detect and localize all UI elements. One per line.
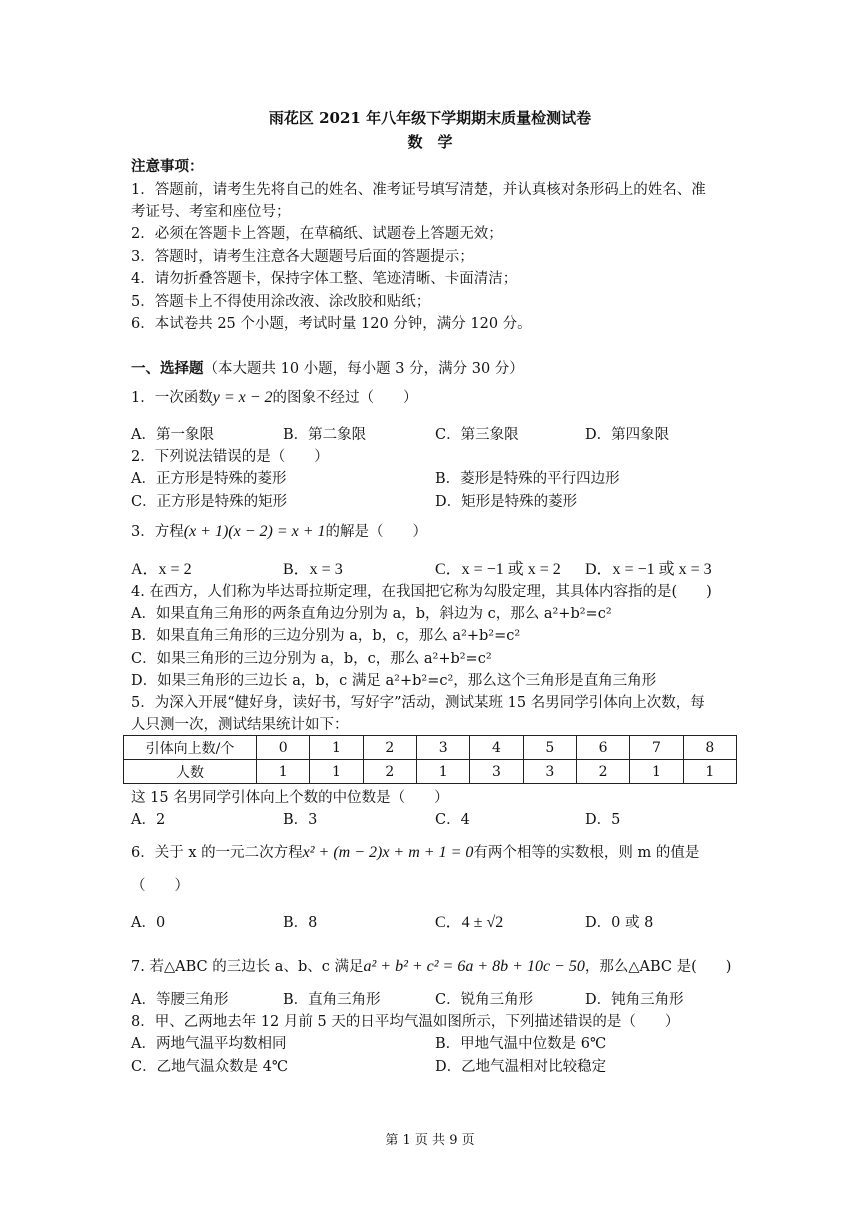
notice-line: 3．答题时，请考生注意各大题题号后面的答题提示； — [131, 249, 474, 265]
q6-stem: 6．关于 x 的一元二次方程 — [131, 845, 303, 861]
q6-option-c[interactable]: C．4 ± √2 — [435, 914, 504, 931]
q5-option-a[interactable]: A．2 — [131, 812, 166, 828]
notice-line: 1．答题前，请考生先将自己的姓名、准考证号填写清楚，并认真核对条形码上的姓名、准 — [131, 182, 706, 198]
table-row — [124, 736, 737, 760]
table-cell: 2 — [363, 760, 416, 784]
q8-option-d[interactable]: D．乙地气温相对比较稳定 — [435, 1059, 607, 1075]
q5-question: 这 15 名男同学引体向上个数的中位数是（ ） — [131, 790, 449, 806]
q6-option-a[interactable]: A．0 — [131, 915, 166, 931]
table-cell: 2 — [576, 760, 629, 784]
q2-option-c[interactable]: C．正方形是特殊的矩形 — [131, 494, 288, 510]
q3-formula: (x + 1)(x − 2) = x + 1 — [183, 523, 326, 540]
table-cell: 1 — [257, 760, 310, 784]
q7-option-d[interactable]: D．钝角三角形 — [585, 992, 684, 1008]
q3-option-d[interactable]: D．x = −1 或 x = 3 — [585, 561, 712, 578]
section-heading — [131, 357, 524, 378]
question-4: 4. 在西方，人们称为毕达哥拉斯定理，在我国把它称为勾股定理，其具体内容指的是( ) — [131, 584, 712, 600]
table-cell: 1 — [630, 760, 683, 784]
q4-option-b[interactable]: B．如果直角三角形的三边分别为 a，b，c，那么 a²+b²=c² — [131, 628, 521, 644]
q5-option-d[interactable]: D．5 — [585, 812, 621, 828]
section-note: （本大题共 10 小题，每小题 3 分，满分 30 分） — [203, 361, 524, 377]
q1-option-a[interactable]: A．第一象限 — [131, 427, 214, 443]
table-header-cell: 人数 — [124, 760, 257, 784]
q1-formula: y = x − 2 — [212, 389, 273, 406]
q1-option-c[interactable]: C．第三象限 — [435, 427, 519, 443]
question-5-cont: 人只测一次，测试结果统计如下： — [131, 717, 349, 733]
q6-option-b[interactable]: B．8 — [283, 915, 318, 931]
question-2: 2．下列说法错误的是（ ） — [131, 449, 329, 465]
table-cell: 2 — [363, 736, 416, 760]
q3-stem-end: 的解是（ ） — [325, 524, 428, 540]
q5-option-b[interactable]: B．3 — [283, 812, 318, 828]
table-header-cell: 引体向上数/个 — [124, 736, 257, 760]
notice-line: 考证号、考室和座位号； — [131, 204, 291, 220]
exam-title: 雨花区 2021 年八年级下学期期末质量检测试卷 — [268, 109, 592, 127]
q7-option-a[interactable]: A．等腰三角形 — [131, 992, 229, 1008]
q1-stem-end: 的图象不经过（ ） — [272, 390, 418, 406]
q7-option-b[interactable]: B．直角三角形 — [283, 992, 381, 1008]
table-cell: 0 — [257, 736, 310, 760]
q7-stem-end: ，那么△ABC 是( ) — [584, 959, 732, 975]
q3-option-b[interactable]: B．x = 3 — [283, 561, 343, 578]
question-8: 8．甲、乙两地去年 12 月前 5 天的日平均气温如图所示，下列描述错误的是（ ） — [131, 1014, 680, 1030]
q4-option-d[interactable]: D．如果三角形的三边长 a，b，c 满足 a²+b²=c²，那么这个三角形是直角三角形 — [131, 673, 657, 689]
q7-formula: a² + b² + c² = 6a + 8b + 10c − 50 — [363, 958, 585, 975]
table-cell: 3 — [523, 760, 576, 784]
table-cell: 5 — [523, 736, 576, 760]
q6-stem-end: 有两个相等的实数根，则 m 的值是 — [473, 845, 700, 861]
table-row — [124, 760, 737, 784]
table-cell: 1 — [416, 760, 469, 784]
notice-line: 5．答题卡上不得使用涂改液、涂改胶和贴纸； — [131, 294, 431, 310]
q6-option-d[interactable]: D．0 或 8 — [585, 915, 654, 931]
q1-option-d[interactable]: D．第四象限 — [585, 427, 670, 443]
table-cell: 6 — [576, 736, 629, 760]
question-7 — [131, 955, 731, 976]
q4-option-c[interactable]: C．如果三角形的三边分别为 a，b，c，那么 a²+b²=c² — [131, 651, 492, 667]
q3-option-c[interactable]: C．x = −1 或 x = 2 — [435, 561, 561, 578]
page-number: 第 1 页 共 9 页 — [385, 1133, 475, 1148]
subject-title: 数 学 — [407, 133, 453, 151]
q5-option-c[interactable]: C．4 — [435, 812, 470, 828]
notice-line: 4．请勿折叠答题卡，保持字体工整、笔迹清晰、卡面清洁； — [131, 271, 518, 287]
q1-option-b[interactable]: B．第二象限 — [283, 427, 367, 443]
q1-stem: 1．一次函数 — [131, 390, 213, 406]
table-cell: 4 — [470, 736, 523, 760]
q2-option-a[interactable]: A．正方形是特殊的菱形 — [131, 471, 287, 487]
notice-line: 6．本试卷共 25 个小题，考试时量 120 分钟，满分 120 分。 — [131, 316, 532, 332]
q3-option-a[interactable]: A．x = 2 — [131, 561, 192, 578]
q4-option-a[interactable]: A．如果直角三角形的两条直角边分别为 a，b，斜边为 c，那么 a²+b²=c² — [131, 606, 612, 622]
q2-option-d[interactable]: D．矩形是特殊的菱形 — [435, 494, 578, 510]
table-cell: 7 — [630, 736, 683, 760]
q6-answer-bracket: （ ） — [131, 878, 189, 894]
table-cell: 3 — [470, 760, 523, 784]
question-3 — [131, 520, 427, 541]
notice-heading: 注意事项： — [131, 158, 204, 175]
question-1 — [131, 386, 418, 407]
notice-line: 2．必须在答题卡上答题，在草稿纸、试题卷上答题无效； — [131, 226, 503, 242]
q7-stem: 7. 若△ABC 的三边长 a、b、c 满足 — [131, 959, 364, 975]
q3-stem: 3．方程 — [131, 524, 184, 540]
q8-option-a[interactable]: A．两地气温平均数相同 — [131, 1036, 287, 1052]
table-cell: 1 — [683, 760, 736, 784]
q8-option-b[interactable]: B．甲地气温中位数是 6℃ — [435, 1036, 607, 1052]
table-cell: 8 — [683, 736, 736, 760]
q6-formula: x² + (m − 2)x + m + 1 = 0 — [302, 844, 474, 861]
q7-option-c[interactable]: C．锐角三角形 — [435, 992, 534, 1008]
q2-option-b[interactable]: B．菱形是特殊的平行四边形 — [435, 471, 620, 487]
table-cell: 1 — [310, 736, 363, 760]
pullup-stats-table — [123, 735, 737, 784]
q8-option-c[interactable]: C．乙地气温众数是 4℃ — [131, 1059, 289, 1075]
table-cell: 3 — [416, 736, 469, 760]
section-title: 一、选择题 — [131, 360, 204, 377]
table-cell: 1 — [310, 760, 363, 784]
question-6 — [131, 841, 699, 862]
question-5: 5．为深入开展“健好身，读好书，写好字”活动，测试某班 15 名男同学引体向上次数，每 — [131, 695, 705, 711]
